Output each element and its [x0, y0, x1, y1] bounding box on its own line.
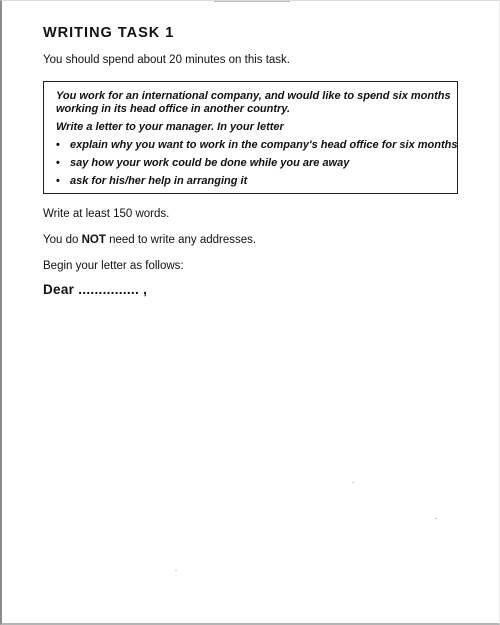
- letter-salutation: Dear ............... ,: [43, 282, 148, 297]
- word-count-instruction: Write at least 150 words.: [43, 208, 170, 220]
- scan-speck: [435, 518, 437, 519]
- task-bullet-3-text: ask for his/her help in arranging it: [70, 175, 248, 187]
- time-instruction: You should spend about 20 minutes on this task.: [43, 54, 290, 66]
- task-bullet-1: [56, 139, 457, 151]
- task-bullet-2: [56, 157, 349, 169]
- bullet-icon: •: [56, 157, 60, 169]
- task-prompt-box: [43, 81, 458, 194]
- task-scenario-line-1: You work for an international company, and would like to spend six months: [56, 90, 451, 102]
- task-letter-instruction: Write a letter to your manager. In your letter: [56, 121, 284, 133]
- begin-instruction: Begin your letter as follows:: [43, 260, 184, 272]
- task-bullet-3: [56, 175, 247, 187]
- bullet-icon: •: [56, 139, 60, 151]
- scan-speck: [175, 570, 177, 571]
- address-instruction-prefix: You do: [43, 234, 82, 246]
- top-edge-rule: [214, 1, 290, 2]
- address-instruction-emphasis: NOT: [81, 234, 106, 246]
- task-scenario-line-2: working in its head office in another country.: [56, 103, 291, 115]
- task-title: WRITING TASK 1: [43, 25, 175, 41]
- bullet-icon: •: [56, 175, 60, 187]
- task-bullet-1-text: explain why you want to work in the company's head office for six months: [70, 139, 458, 151]
- task-bullet-2-text: say how your work could be done while you are away: [70, 157, 350, 169]
- address-instruction: [43, 234, 256, 246]
- scan-speck: [352, 482, 354, 483]
- address-instruction-suffix: need to write any addresses.: [105, 234, 257, 246]
